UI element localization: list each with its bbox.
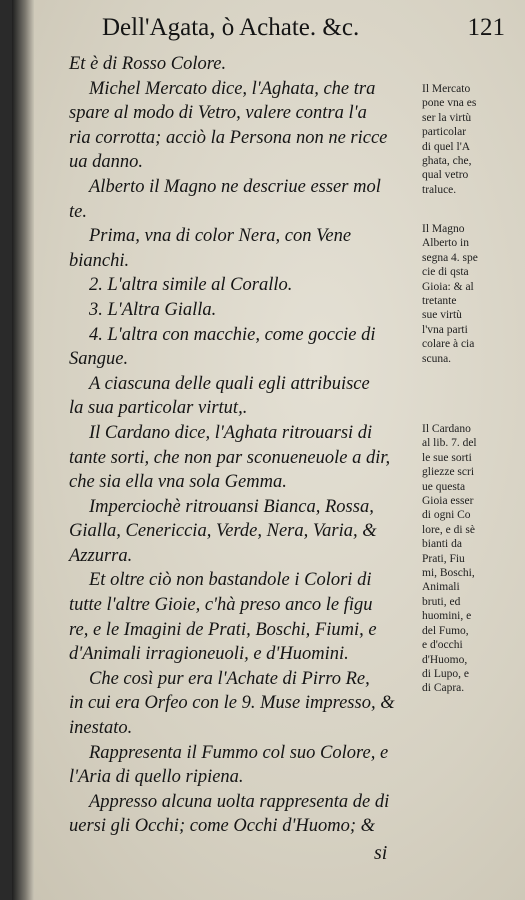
text-line: A ciascuna delle quali egli attribuisce: [89, 373, 370, 394]
catchword: si: [374, 842, 388, 864]
text-line: Et oltre ciò non bastandole i Colori di: [89, 570, 372, 591]
note-line: scuna.: [422, 352, 452, 365]
page-number: 121: [467, 14, 505, 41]
note-line: del Fumo,: [422, 624, 469, 637]
text-line: Et è di Rosso Colore.: [69, 54, 227, 74]
note-line: e d'occhi: [422, 639, 463, 652]
page-gutter: [12, 0, 34, 900]
note-line: gliezze scri: [422, 466, 475, 479]
text-line: Appresso alcuna uolta rappresenta de di: [89, 791, 390, 812]
note-line: mi, Boschi,: [422, 567, 475, 580]
text-line: Gialla, Cenericcia, Verde, Nera, Varia, &: [69, 521, 377, 542]
text-line: d'Animali irragioneuoli, e d'Huomini.: [69, 644, 349, 665]
text-line: 4. L'altra con macchie, come goccie di: [89, 324, 376, 345]
text-line: Che così pur era l'Achate di Pirro Re,: [89, 668, 370, 689]
note-line: sue virtù: [422, 309, 462, 322]
note-line: bianti da: [422, 538, 462, 551]
note-line: Gioia: & al: [422, 280, 474, 293]
main-text: [69, 52, 421, 839]
text-line: ua danno.: [69, 152, 143, 173]
note-line: ue questa: [422, 480, 466, 493]
text-line: Rappresenta il Fummo col suo Colore, e: [89, 742, 389, 763]
marginal-note-mercato: [422, 82, 514, 197]
note-line: di ogni Co: [422, 509, 471, 522]
text-line: la sua particolar virtut,.: [69, 398, 248, 419]
text-line: Michel Mercato dice, l'Aghata, che tra: [89, 78, 376, 99]
text-line: spare al modo di Vetro, valere contra l'a: [69, 103, 367, 124]
note-line: cie di qsta: [422, 266, 469, 279]
text-line: l'Aria di quello ripiena.: [69, 767, 244, 788]
note-line: di Lupo, e: [422, 667, 469, 680]
text-line: Sangue.: [69, 349, 129, 370]
text-line: 3. L'Altra Gialla.: [89, 299, 217, 320]
text-line: ria corrotta; acciò la Persona non ne ricce: [69, 127, 388, 148]
note-line: tretante: [422, 295, 457, 308]
running-title: Dell'Agata, ò Achate. &c.: [102, 14, 360, 41]
note-line: l'vna parti: [422, 323, 468, 336]
note-line: ser la virtù: [422, 111, 472, 124]
note-line: d'Huomo,: [422, 653, 468, 666]
text-line: te.: [69, 201, 87, 222]
note-line: Prati, Fiu: [422, 552, 465, 565]
note-line: Alberto in: [422, 237, 469, 250]
text-line: re, e le Imagini de Prati, Boschi, Fiumi, e: [69, 619, 377, 640]
note-line: segna 4. spe: [422, 251, 478, 264]
note-line: huomini, e: [422, 610, 472, 623]
book-page: [12, 0, 525, 900]
note-line: lore, e di sè: [422, 523, 476, 536]
note-line: di quel l'A: [422, 140, 471, 153]
text-line: tante sorti, che non par sconueneuole a dir,: [69, 447, 391, 468]
note-line: al lib. 7. del: [422, 437, 477, 450]
text-line: che sia ella vna sola Gemma.: [69, 472, 287, 493]
note-line: Il Mercato: [422, 83, 471, 95]
note-line: Il Magno: [422, 223, 465, 235]
text-line: tutte l'altre Gioie, c'hà preso anco le figu: [69, 595, 373, 616]
note-line: particolar: [422, 126, 467, 139]
note-line: colare à cia: [422, 338, 475, 351]
note-line: Il Cardano: [422, 423, 471, 435]
note-line: Animali: [422, 581, 460, 594]
running-header: [102, 14, 505, 48]
note-line: le sue sorti: [422, 451, 472, 464]
text-line: inestato.: [69, 718, 133, 739]
text-line: Imperciochè ritrouansi Bianca, Rossa,: [89, 496, 374, 517]
text-line: Il Cardano dice, l'Aghata ritrouarsi di: [89, 422, 373, 443]
text-line: uersi gli Occhi; come Occhi d'Huomo; &: [69, 816, 376, 837]
marginal-note-alberto: [422, 222, 514, 366]
note-line: traluce.: [422, 183, 457, 196]
text-line: 2. L'altra simile al Corallo.: [89, 275, 293, 296]
text-line: Alberto il Magno ne descriue esser mol: [89, 176, 381, 197]
note-line: ghata, che,: [422, 155, 472, 168]
note-line: pone vna es: [422, 97, 477, 110]
note-line: bruti, ed: [422, 595, 461, 608]
text-line: Azzurra.: [69, 545, 133, 566]
text-line: in cui era Orfeo con le 9. Muse impresso, &: [69, 693, 395, 714]
text-line: bianchi.: [69, 250, 130, 271]
note-line: Gioia esser: [422, 495, 474, 508]
note-line: di Capra.: [422, 682, 465, 695]
text-line: Prima, vna di color Nera, con Vene: [89, 226, 352, 247]
note-line: qual vetro: [422, 169, 469, 182]
marginal-note-cardano: [422, 422, 514, 696]
